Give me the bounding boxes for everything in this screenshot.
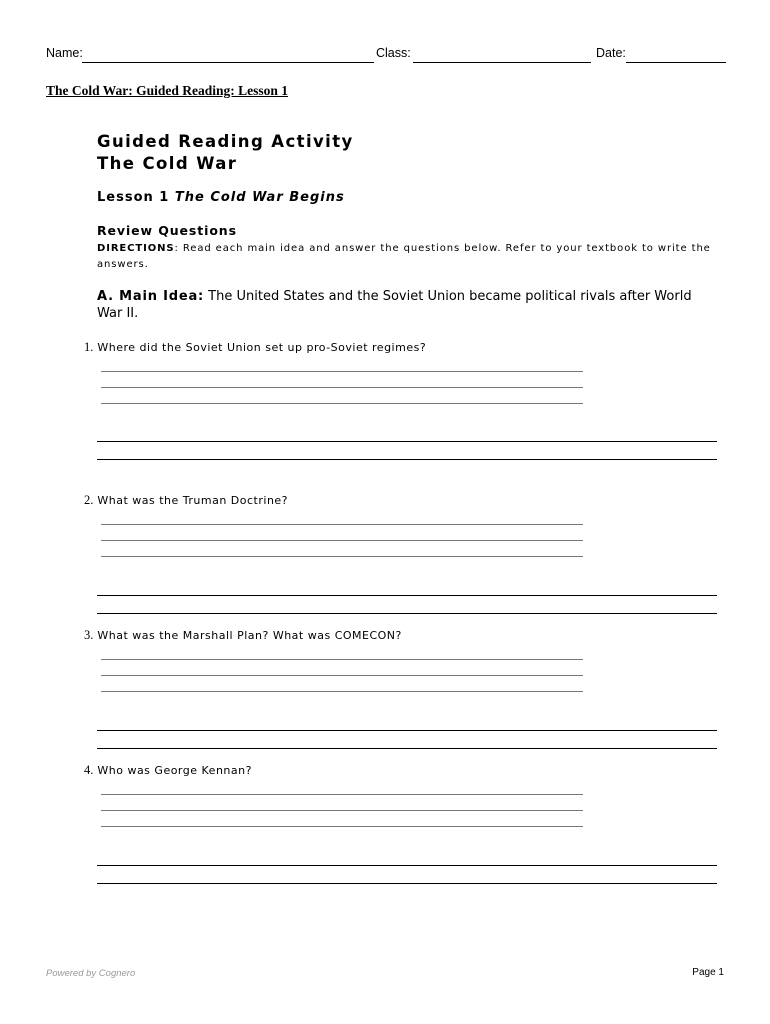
date-label: Date: [596,46,626,60]
question-text: What was the Truman Doctrine? [97,494,289,507]
answer-line[interactable] [97,595,717,596]
directions-text: : Read each main idea and answer the questions below. Refer to your textbook to write the answers. [97,243,711,270]
answer-line[interactable] [101,675,583,676]
document-title: The Cold War: Guided Reading: Lesson 1 [46,83,289,98]
question-3 [84,628,402,643]
review-questions-title: Review Questions [97,223,237,238]
question-text: What was the Marshall Plan? What was COMECON? [97,629,402,642]
activity-title-line2: The Cold War [97,154,238,173]
main-idea-label: A. Main Idea: [97,289,205,304]
date-field[interactable] [626,62,726,63]
main-idea [97,288,697,322]
student-info-header [46,46,726,64]
answer-line[interactable] [101,826,583,827]
class-field[interactable] [413,62,591,63]
answer-line[interactable] [101,403,583,404]
name-field[interactable] [82,62,374,63]
answer-line[interactable] [101,691,583,692]
answer-line[interactable] [97,730,717,731]
answer-line[interactable] [97,865,717,866]
answer-line[interactable] [101,524,583,525]
answer-line[interactable] [101,810,583,811]
answer-line[interactable] [101,371,583,372]
page-number: Page 1 [692,967,724,978]
question-text: Where did the Soviet Union set up pro-Soviet regimes? [97,341,427,354]
activity-title [97,131,354,175]
question-number: 1. [84,340,94,354]
class-label: Class: [376,46,411,60]
answer-line[interactable] [101,387,583,388]
question-number: 2. [84,493,94,507]
answer-line[interactable] [101,659,583,660]
answer-line[interactable] [97,441,717,442]
answer-line[interactable] [97,613,717,614]
question-4 [84,763,252,778]
name-label: Name: [46,46,83,60]
question-1 [84,340,426,355]
answer-line[interactable] [97,883,717,884]
answer-line[interactable] [101,540,583,541]
lesson-label: Lesson 1 [97,190,170,205]
answer-line[interactable] [97,459,717,460]
answer-line[interactable] [97,748,717,749]
lesson-name: The Cold War Begins [174,190,345,205]
question-text: Who was George Kennan? [97,764,252,777]
directions [97,241,715,273]
question-number: 4. [84,763,94,777]
main-idea-text: The United States and the Soviet Union became political rivals after World War II. [97,289,692,321]
activity-title-line1: Guided Reading Activity [97,132,354,151]
powered-by-footer: Powered by Cognero [46,968,136,979]
answer-line[interactable] [101,556,583,557]
question-number: 3. [84,628,94,642]
answer-line[interactable] [101,794,583,795]
question-2 [84,493,288,508]
directions-label: DIRECTIONS [97,243,175,254]
lesson-heading [97,190,345,205]
